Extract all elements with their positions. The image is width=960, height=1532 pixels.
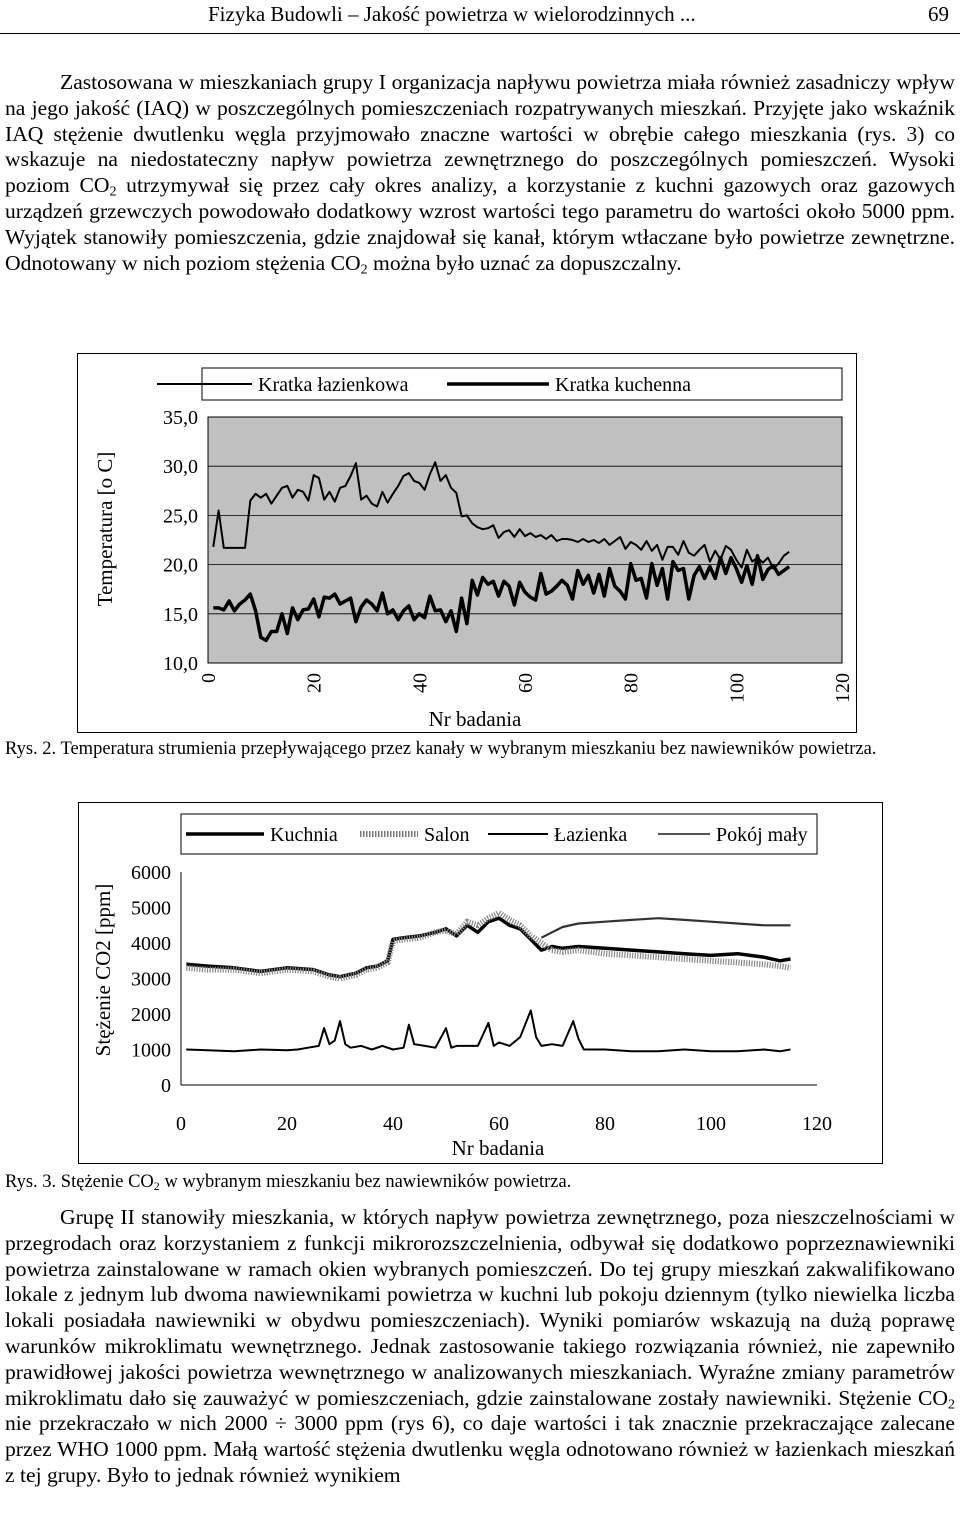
running-title: Fizyka Budowli – Jakość powietrza w wielorodzinnych ...	[208, 2, 696, 26]
x-tick-label: 20	[303, 673, 326, 693]
x-tick-label: 120	[832, 673, 854, 703]
y-tick-label: 4000	[131, 933, 171, 955]
y-tick-label: 5000	[131, 897, 171, 920]
page-number: 69	[928, 2, 949, 26]
paragraph-1	[5, 70, 955, 276]
plot-area	[181, 872, 817, 1085]
legend-label: Kuchnia	[270, 824, 338, 846]
paragraph-1-text-b: utrzymywał się przez cały okres analizy, a korzystanie z kuchni gazowych oraz gazowych urządzeń grzewczych powodowało dodatkowy wzrost wartości tego parametru do wartości około 5000 ppm. Wyjątek stanowiły pomieszczenia, gdzie znajdował się kanał, którym wtłaczane było powietrze zewnętrzne. Odnotowany w nich poziom stężenia CO	[5, 173, 955, 275]
paragraph-1-text-a: Zastosowana w mieszkaniach grupy I organizacja napływu powietrza miała również zasadniczy wpływ na jego jakość (IAQ) w poszczególnych pomieszczeniach rozpatrywanych mieszkań. Przyjęte jako wskaźnik IAQ stężenie dwutlenku węgla przyjmowało znaczne wartości w obrębie całego mieszkania (rys. 3) co wskazuje na niedostateczny napływ powietrza zewnętrznego do poszczególnych pomieszczeń. Wysoki poziom CO	[5, 70, 955, 198]
y-tick-label: 10,0	[163, 653, 198, 675]
legend-label: Pokój mały	[716, 824, 808, 846]
subscript-2: 2	[947, 1396, 955, 1413]
x-tick-label: 80	[620, 673, 643, 693]
legend-label: Kratka łazienkowa	[258, 374, 409, 396]
x-tick-label: 0	[198, 673, 220, 683]
y-tick-label: 3000	[131, 968, 171, 991]
y-tick-label: 25,0	[163, 505, 198, 528]
temperature-chart-svg	[77, 353, 857, 733]
paragraph-2-text-a: Grupę II stanowiły mieszkania, w których napływ powietrza zewnętrznego, poza nieszczelnościami w przegrodach oraz korzystaniem z funkcji mikrorozszczelnienia, odbywał się dodatkowo poprzeznawiewniki powietrza zainstalowane w ramach okien wybranych pomieszczeń. Do tej grupy mieszkań zakwalifikowano lokale z jednym lub dwoma nawiewnikami powietrza w kuchni lub pokoju dziennym (tylko niewielka liczba lokali posiadała nawiewniki w obydwu pomieszczeniach). Wyniki pomiarów wskazują na dużą poprawę warunków mikroklimatu wewnętrznego. Jednak zastosowanie takiego rozwiązania również, nie zapewniło prawidłowej jakości powietrza wewnętrznego w analizowanych mieszkaniach. Wyraźne zmiany parametrów mikroklimatu dało się zauważyć w pomieszczeniach, gdzie zainstalowane zostały nawiewniki. Stężenie CO	[5, 1205, 955, 1410]
figure-3-caption-text-b: w wybranym mieszkaniu bez nawiewników powietrza.	[159, 1172, 572, 1192]
x-axis-label: Nr badania	[451, 1136, 545, 1160]
x-tick-label: 40	[383, 1113, 403, 1135]
y-tick-label: 20,0	[163, 554, 198, 577]
figure-3-caption	[5, 1169, 955, 1195]
y-tick-label: 15,0	[163, 603, 198, 626]
x-tick-label: 120	[802, 1113, 832, 1135]
co2-chart-svg	[78, 802, 883, 1164]
paragraph-2	[5, 1205, 955, 1489]
y-tick-label: 6000	[131, 862, 171, 884]
y-tick-label: 0	[161, 1075, 171, 1097]
y-tick-label: 2000	[131, 1004, 171, 1026]
x-tick-label: 60	[489, 1113, 509, 1135]
figure-co2-chart	[78, 802, 883, 1164]
subscript-2: 2	[109, 183, 117, 200]
x-tick-label: 100	[726, 673, 749, 703]
y-axis-label: Temperatura [o C]	[93, 451, 117, 607]
x-tick-label: 20	[277, 1113, 297, 1135]
subscript-2: 2	[360, 261, 368, 278]
y-axis-label: Stężenie CO2 [ppm]	[91, 883, 115, 1057]
x-tick-label: 80	[595, 1113, 615, 1135]
figure-temperature-chart	[77, 353, 857, 733]
subscript-2: 2	[153, 1179, 160, 1193]
paragraph-1-text-c: można było uznać za dopuszczalny.	[367, 250, 682, 275]
y-tick-label: 35,0	[163, 407, 198, 429]
plot-area	[208, 417, 842, 663]
x-tick-label: 40	[409, 673, 432, 693]
x-tick-label: 100	[696, 1113, 726, 1135]
x-tick-label: 0	[176, 1113, 186, 1135]
page-header	[0, 0, 960, 36]
header-rule	[0, 33, 960, 34]
paragraph-2-text-b: nie przekraczało w nich 2000 ÷ 3000 ppm (rys 6), co daje wartości i tak znacznie przekraczające zalecane przez WHO 1000 ppm. Małą wartość stężenia dwutlenku węgla odnotowano również w łazienkach mieszkań z tej grupy. Było to jednak również wynikiem	[5, 1411, 955, 1487]
legend-label: Salon	[424, 824, 470, 846]
legend-label: Łazienka	[554, 824, 628, 846]
y-tick-label: 1000	[131, 1039, 171, 1062]
y-tick-label: 30,0	[163, 456, 198, 479]
x-tick-label: 60	[515, 673, 537, 693]
legend-label: Kratka kuchenna	[555, 374, 692, 396]
x-axis-label: Nr badania	[428, 707, 522, 731]
figure-2-caption: Rys. 2. Temperatura strumienia przepływającego przez kanały w wybranym mieszkaniu bez nawiewników powietrza.	[5, 739, 877, 759]
figure-3-caption-text-a: Rys. 3. Stężenie CO	[5, 1172, 154, 1192]
